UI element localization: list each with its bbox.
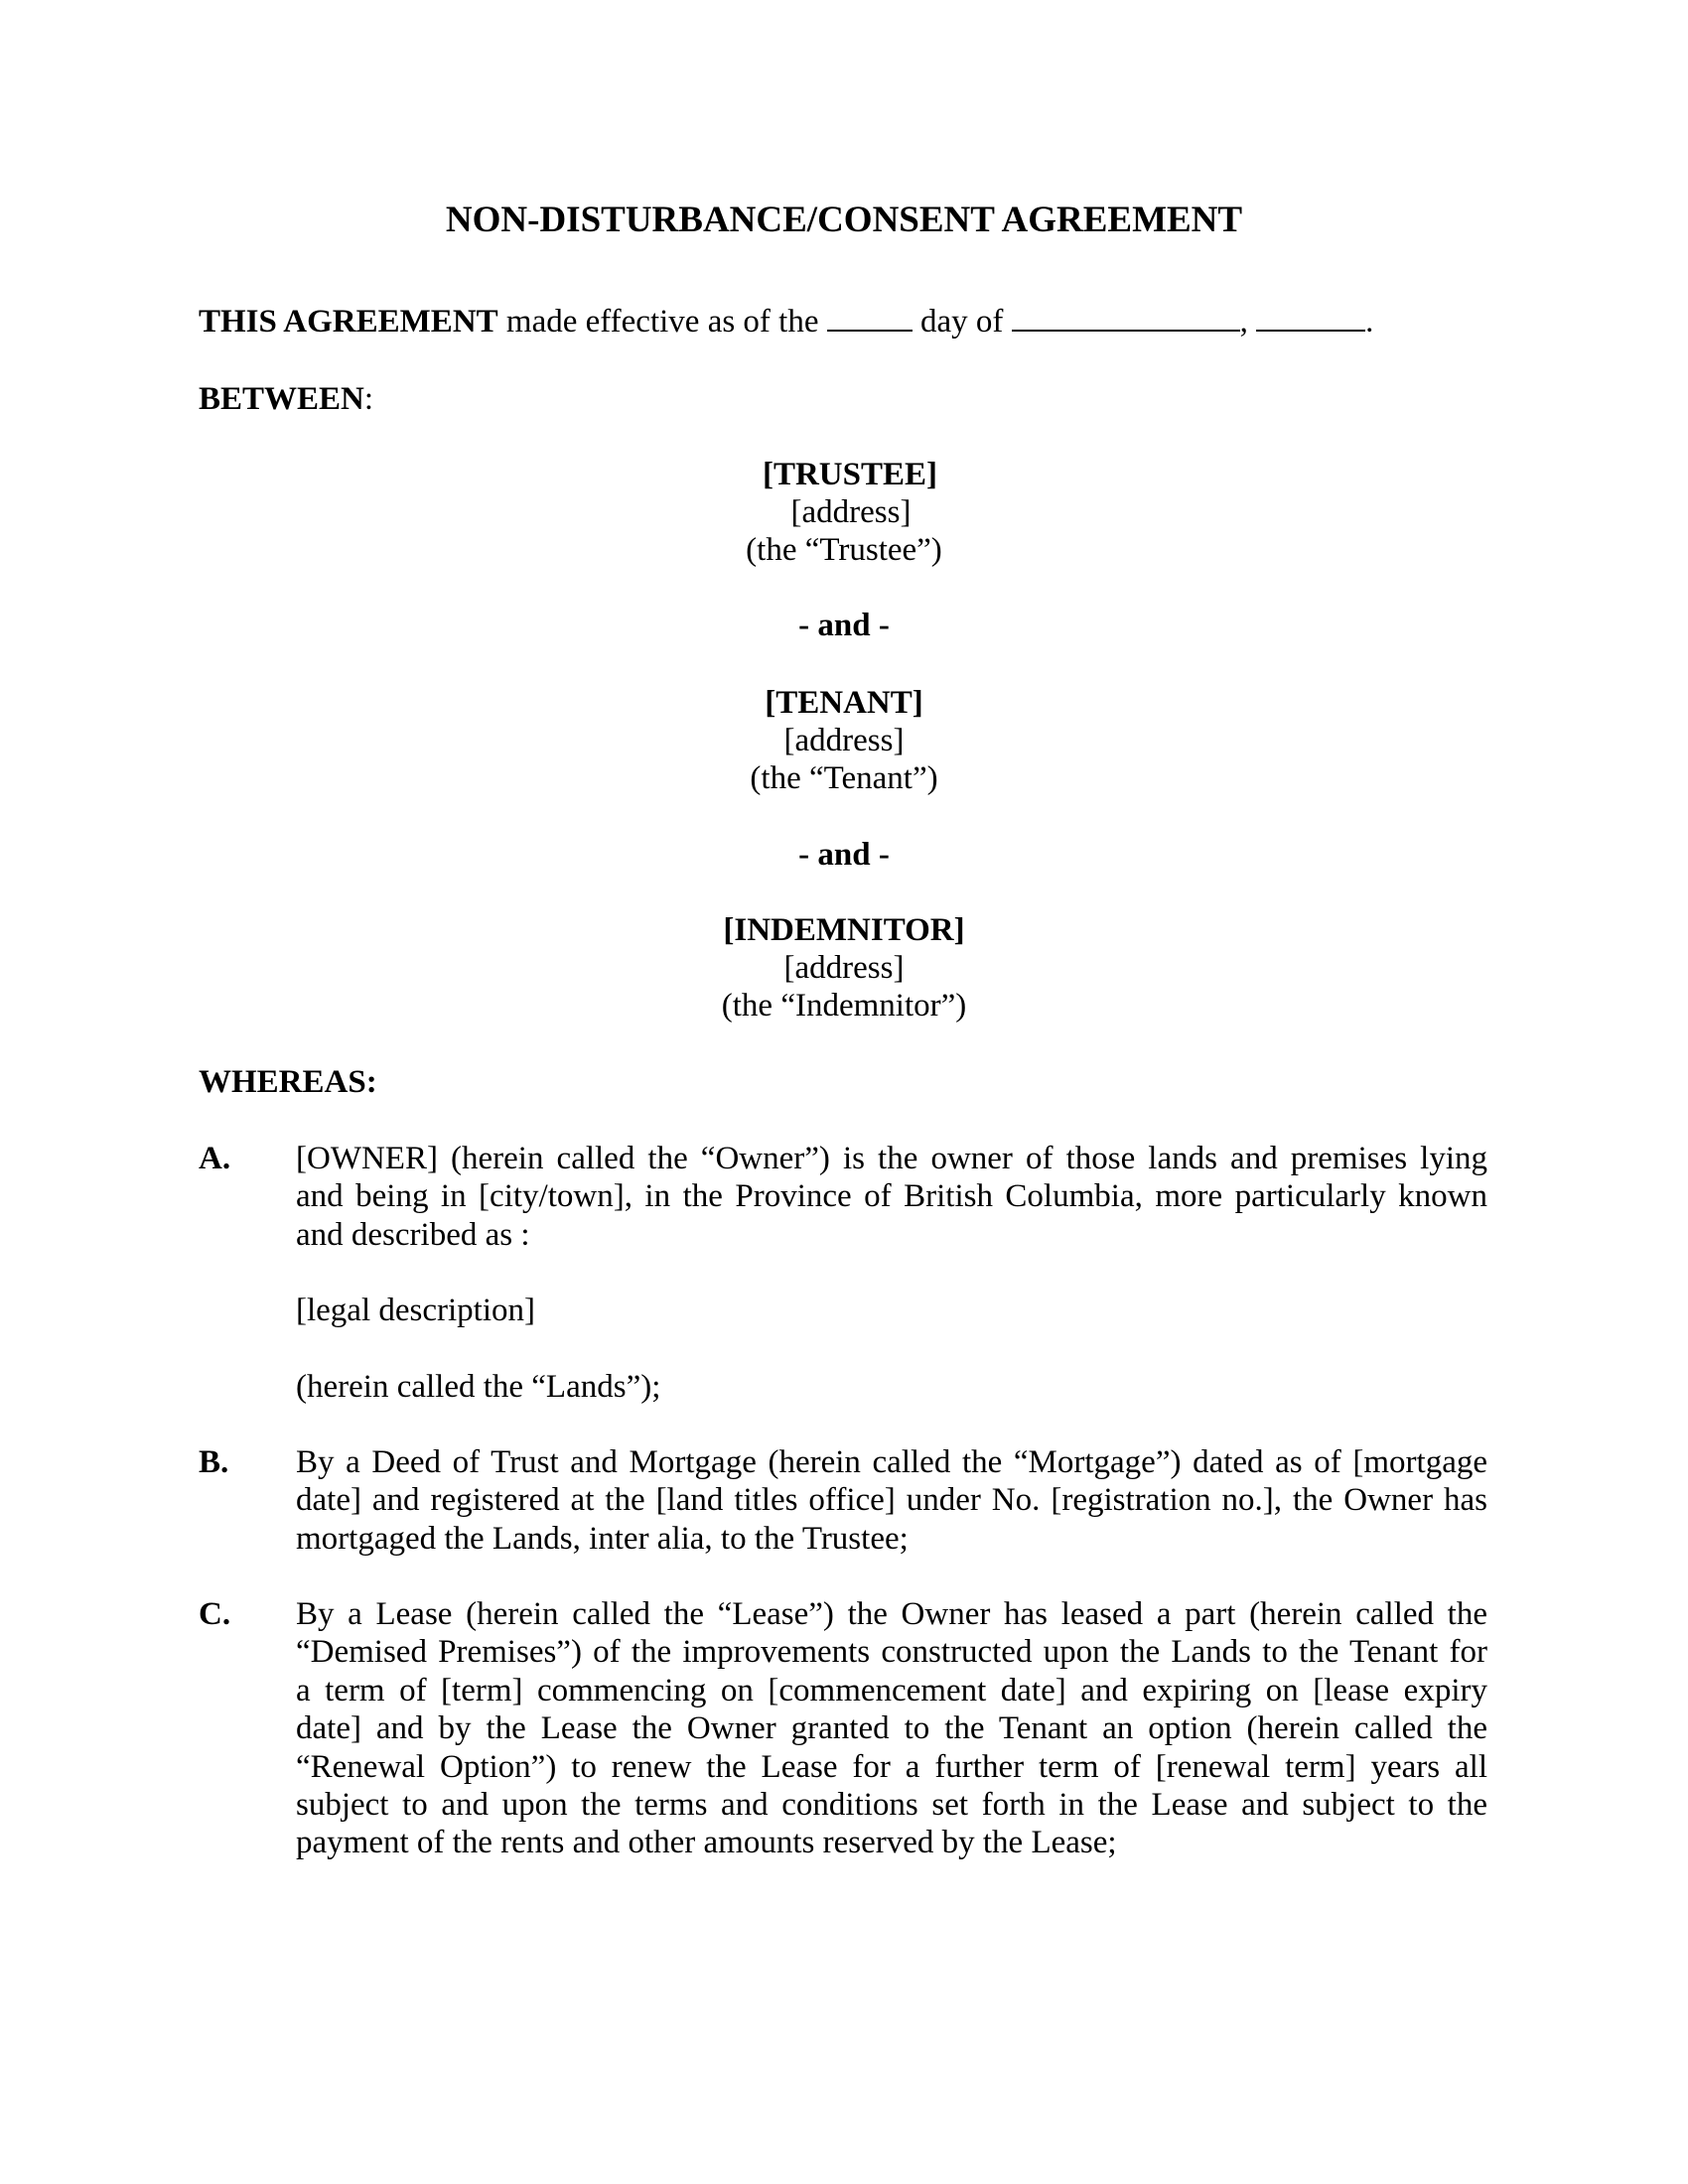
intro-comma: ,	[1239, 304, 1248, 340]
party-tenant-defined: (the “Tenant”)	[750, 760, 938, 796]
party-trustee-address: [address]	[790, 494, 912, 530]
recital-c-letter: C.	[199, 1596, 231, 1632]
and-separator-2: - and -	[798, 837, 890, 873]
day-blank	[827, 304, 913, 332]
intro-text-day-of: day of	[920, 304, 1004, 340]
recital-a-line-2: and being in [city/town], in the Province of British Columbia, more particularly known	[296, 1178, 1487, 1215]
recital-b-letter: B.	[199, 1444, 229, 1480]
recital-c-text	[296, 1595, 1487, 1862]
recital-b-line-3: mortgaged the Lands, inter alia, to the Trustee;	[296, 1520, 909, 1557]
party-indemnitor-name: [INDEMNITOR]	[723, 912, 965, 948]
intro-lead: THIS AGREEMENT	[199, 304, 498, 340]
recital-c-line-4: date] and by the Lease the Owner granted to the Tenant an option (herein called the	[296, 1710, 1487, 1747]
recital-a-lands-defined: (herein called the “Lands”);	[296, 1369, 661, 1405]
intro-line	[199, 303, 1373, 341]
recital-a-text	[296, 1140, 1487, 1254]
recital-a-legal-description: [legal description]	[296, 1293, 535, 1328]
intro-period: .	[1365, 304, 1374, 340]
party-trustee-defined: (the “Trustee”)	[746, 532, 942, 568]
month-blank	[1012, 304, 1240, 332]
and-separator-1: - and -	[798, 608, 890, 643]
recital-b-line-1: By a Deed of Trust and Mortgage (herein called the “Mortgage”) dated as of [mortgage	[296, 1444, 1487, 1480]
intro-text-before-day: made effective as of the	[505, 304, 819, 340]
recital-b-line-2: date] and registered at the [land titles office] under No. [registration no.], the Owner has	[296, 1482, 1487, 1519]
whereas-label: WHEREAS:	[199, 1064, 377, 1100]
recital-a-letter: A.	[199, 1141, 231, 1176]
party-indemnitor-address: [address]	[783, 950, 905, 986]
recital-b-text	[296, 1443, 1487, 1558]
recital-a-line-1: [OWNER] (herein called the “Owner”) is the owner of those lands and premises lying	[296, 1141, 1487, 1176]
party-trustee-name: [TRUSTEE]	[762, 457, 938, 492]
recital-c-line-2: “Demised Premises”) of the improvements constructed upon the Lands to the Tenant for	[296, 1634, 1487, 1671]
recital-c-line-1: By a Lease (herein called the “Lease”) the Owner has leased a part (herein called the	[296, 1596, 1487, 1632]
party-tenant-address: [address]	[783, 723, 905, 758]
recital-c-line-3: a term of [term] commencing on [commencement date] and expiring on [lease expiry	[296, 1672, 1487, 1708]
party-tenant-name: [TENANT]	[765, 685, 923, 721]
party-indemnitor-defined: (the “Indemnitor”)	[721, 988, 967, 1024]
between-label: BETWEEN:	[199, 381, 374, 417]
recital-c-line-5: “Renewal Option”) to renew the Lease for a further term of [renewal term] years all	[296, 1748, 1487, 1785]
recital-a-line-3: and described as :	[296, 1216, 530, 1253]
recital-c-line-6: subject to and upon the terms and conditions set forth in the Lease and subject to the	[296, 1787, 1487, 1824]
year-blank	[1256, 304, 1365, 332]
document-title: NON-DISTURBANCE/CONSENT AGREEMENT	[445, 200, 1243, 240]
recital-c-line-7: payment of the rents and other amounts reserved by the Lease;	[296, 1825, 1117, 1861]
